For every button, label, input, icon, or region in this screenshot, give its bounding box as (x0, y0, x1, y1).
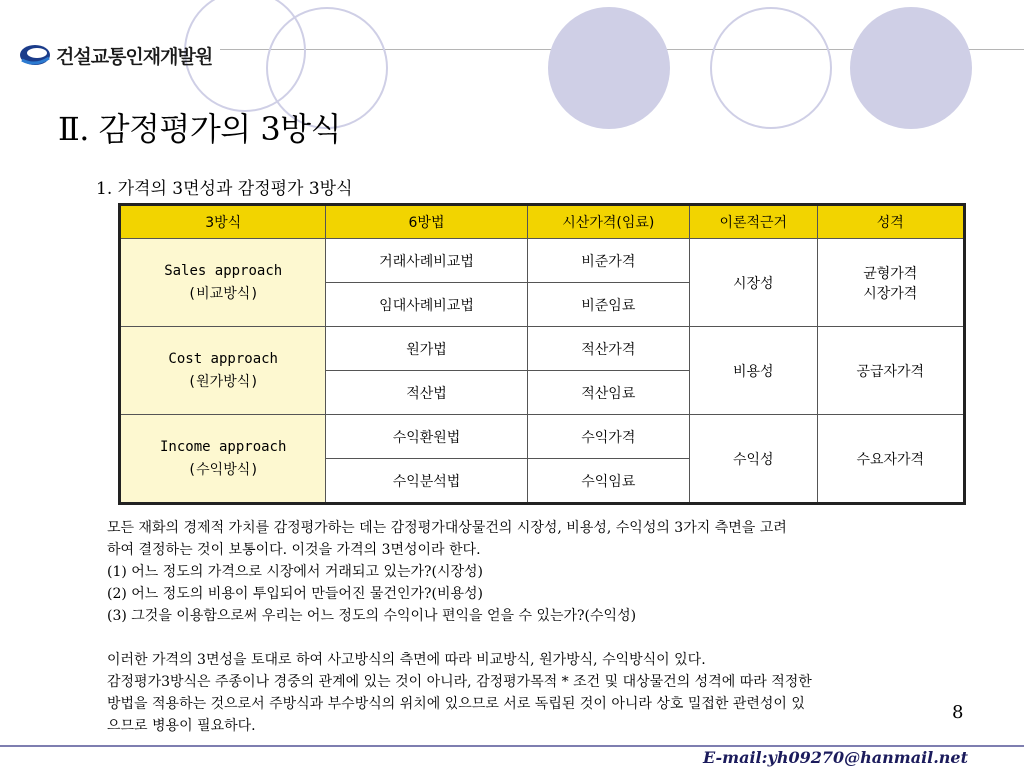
decorative-circle (710, 7, 832, 129)
price-cell: 적산임료 (527, 371, 689, 415)
price-cell: 수익임료 (527, 459, 689, 504)
body-line: 방법을 적용하는 것으로서 주방식과 부수방식의 위치에 있으므로 서로 독립된 것이 아니라 상호 밀접한 관련성이 있 (107, 696, 805, 712)
section-subtitle: 1. 가격의 3면성과 감정평가 3방식 (96, 179, 353, 199)
method-cell: 원가법 (326, 327, 527, 371)
paragraph-gap (107, 627, 997, 649)
table-row (120, 415, 965, 459)
body-line: 으므로 병용이 필요하다. (107, 718, 256, 734)
price-cell: 비준가격 (527, 239, 689, 283)
approach-cell (120, 327, 326, 415)
logo (18, 40, 212, 70)
table-row (120, 327, 965, 371)
body-text (107, 517, 997, 737)
character-cell (817, 415, 964, 504)
approach-cell (120, 415, 326, 504)
body-line: 감정평가3방식은 주종이나 경중의 관계에 있는 것이 아니라, 감정평가목적 * 조건 및 대상물건의 성격에 따라 적정한 (107, 674, 812, 690)
body-line: (2) 어느 정도의 비용이 투입되어 만들어진 물건인가?(비용성) (107, 586, 484, 602)
character-line: 공급자가격 (856, 363, 925, 380)
price-cell: 비준임료 (527, 283, 689, 327)
body-line: 하여 결정하는 것이 보통이다. 이것을 가격의 3면성이라 한다. (107, 542, 481, 558)
footer-divider (0, 745, 1024, 747)
character-cell (817, 327, 964, 415)
column-header: 6방법 (326, 205, 527, 239)
approach-korean: (비교방식) (187, 285, 259, 302)
method-cell: 거래사례비교법 (326, 239, 527, 283)
body-line: 모든 재화의 경제적 가치를 감정평가하는 데는 감정평가대상물건의 시장성, 비용성, 수익성의 3가지 측면을 고려 (107, 520, 787, 536)
page-number: 8 (952, 702, 964, 723)
price-cell: 수익가격 (527, 415, 689, 459)
method-cell: 적산법 (326, 371, 527, 415)
approach-cell (120, 239, 326, 327)
page-title: Ⅱ. 감정평가의 3방식 (58, 110, 342, 148)
body-line: (1) 어느 정도의 가격으로 시장에서 거래되고 있는가?(시장성) (107, 564, 484, 580)
column-header: 시산가격(임료) (527, 205, 689, 239)
footer-email: E-mail:yh09270@hanmail.net (703, 748, 968, 767)
logo-emblem-icon (18, 40, 52, 70)
character-cell (817, 239, 964, 327)
appraisal-methods-table (118, 203, 966, 505)
character-line: 수요자가격 (856, 451, 925, 468)
column-header: 성격 (817, 205, 964, 239)
column-header: 3방식 (120, 205, 326, 239)
method-cell: 수익환원법 (326, 415, 527, 459)
approach-korean: (원가방식) (187, 373, 259, 390)
body-line: (3) 그것을 이용함으로써 우리는 어느 정도의 수익이나 편익을 얻을 수 있는가?(수익성) (107, 608, 637, 624)
basis-cell: 시장성 (690, 239, 818, 327)
method-cell: 수익분석법 (326, 459, 527, 504)
logo-text: 건설교통인재개발원 (56, 45, 213, 68)
basis-cell: 비용성 (690, 327, 818, 415)
price-cell: 적산가격 (527, 327, 689, 371)
approach-korean: (수익방식) (187, 461, 259, 478)
approach-name: Sales approach (164, 262, 283, 279)
body-line: 이러한 가격의 3면성을 토대로 하여 사고방식의 측면에 따라 비교방식, 원가방식, 수익방식이 있다. (107, 652, 706, 668)
column-header: 이론적근거 (690, 205, 818, 239)
decorative-circle (548, 7, 670, 129)
basis-cell: 수익성 (690, 415, 818, 504)
approach-name: Income approach (159, 438, 287, 455)
character-line: 균형가격 (863, 265, 918, 282)
decorative-circle (850, 7, 972, 129)
table-header-row (120, 205, 965, 239)
table-row (120, 239, 965, 283)
approach-name: Cost approach (168, 350, 278, 367)
method-cell: 임대사례비교법 (326, 283, 527, 327)
character-line: 시장가격 (863, 285, 918, 302)
